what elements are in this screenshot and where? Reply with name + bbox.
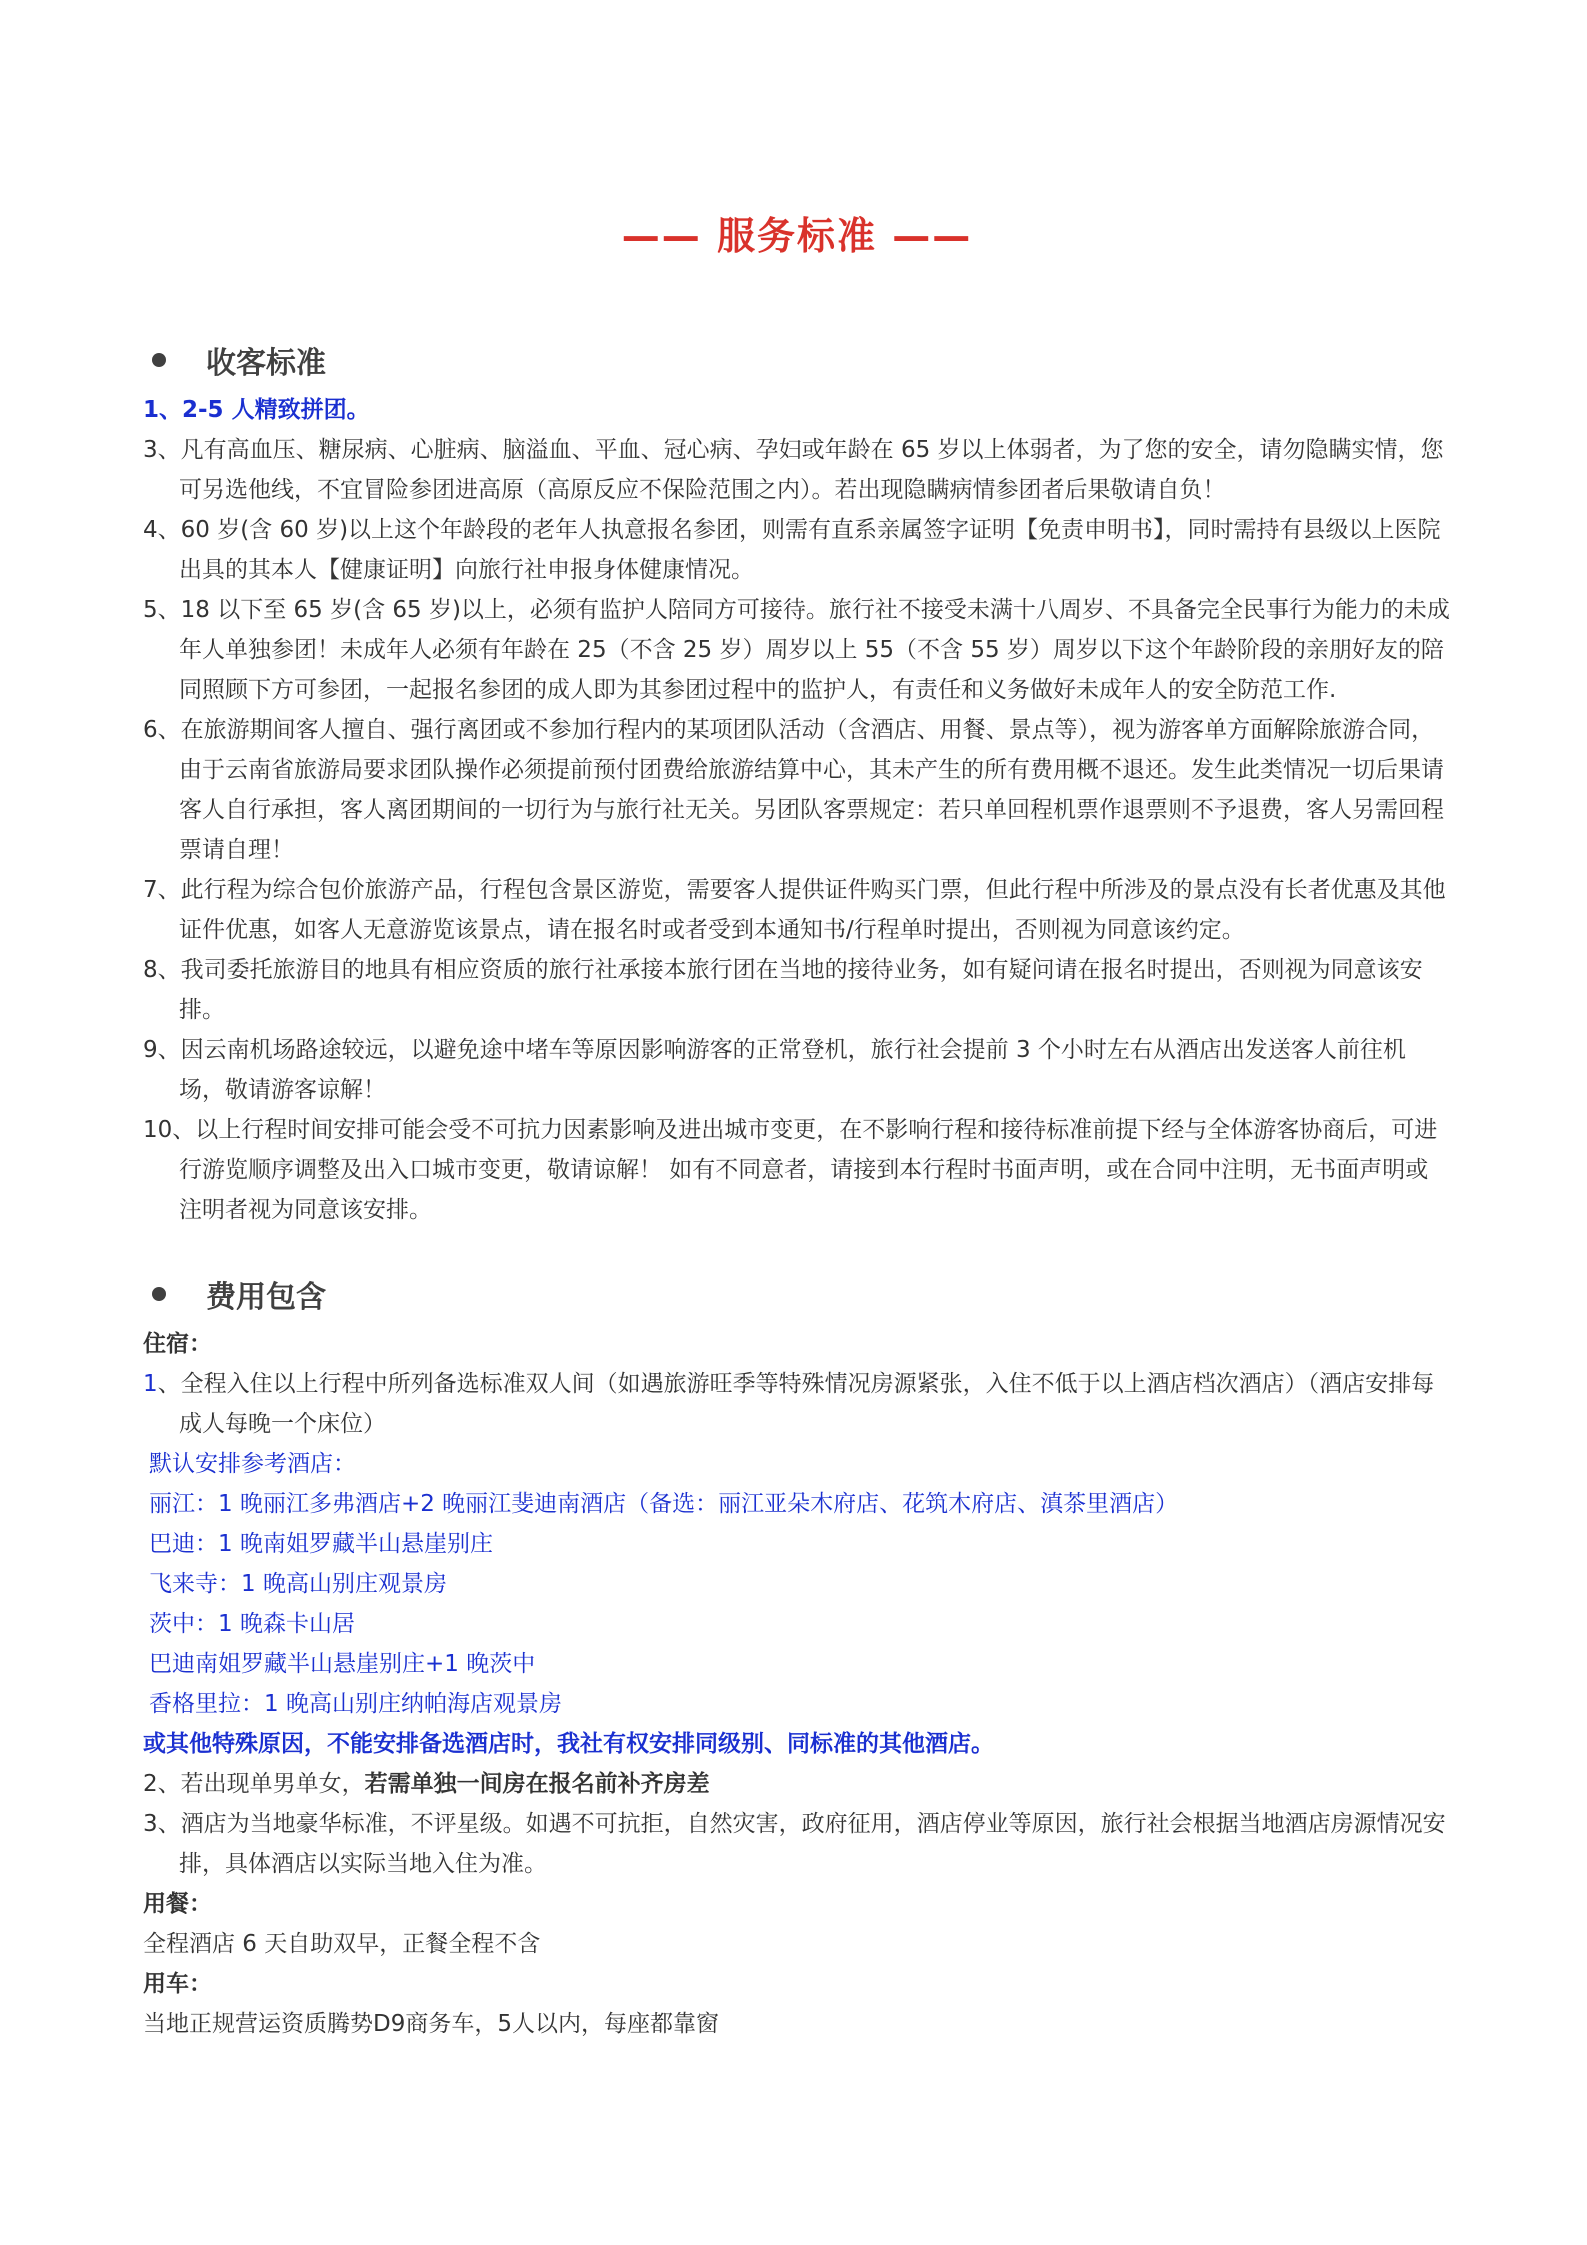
hotel-lijiang: 丽江：1 晚丽江多弗酒店+2 晚丽江斐迪南酒店（备选：丽江亚朵木府店、花筑木府店、滇茶里酒店）	[149, 1491, 1179, 1517]
bullet-dot-icon	[152, 1287, 166, 1301]
intake-item-10: 10、以上行程时间安排可能会受不可抗力因素影响及进出城市变更，在不影响行程和接待标准前提下经与全体游客协商后，可进行游览顺序调整及出入口城市变更，敬请谅解！ 如有不同意者，请接到本行程时书面声明，或在合同中注明，无书面声明或注明者视为同意该安排。	[143, 1117, 1438, 1223]
intake-item-8: 8、我司委托旅游目的地具有相应资质的旅行社承接本旅行团在当地的接待业务，如有疑问请在报名时提出，否则视为同意该安排。	[143, 957, 1423, 1023]
intake-item-6: 6、在旅游期间客人擅自、强行离团或不参加行程内的某项团队活动（含酒店、用餐、景点等），视为游客单方面解除旅游合同，由于云南省旅游局要求团队操作必须提前预付团费给旅游结算中心，其未产生的所有费用概不退还。发生此类情况一切后果请客人自行承担，客人离团期间的一切行为与旅行社无关。另团队客票规定：若只单回程机票作退票则不予退费，客人另需回程票请自理！	[143, 717, 1444, 863]
intake-item-1: 1、2-5 人精致拼团。	[143, 397, 370, 423]
lodging-item-3: 3、酒店为当地豪华标准，不评星级。如遇不可抗拒，自然灾害，政府征用，酒店停业等原因，旅行社会根据当地酒店房源情况安排，具体酒店以实际当地入住为准。	[143, 1811, 1446, 1877]
document-page	[143, 200, 1451, 2044]
intake-item-9: 9、因云南机场路途较远，以避免途中堵车等原因影响游客的正常登机，旅行社会提前 3 个小时左右从酒店出发送客人前往机场，敬请游客谅解！	[143, 1037, 1406, 1103]
included-section	[143, 1264, 1451, 2044]
page-title: —— 服务标准 ——	[621, 214, 973, 258]
included-heading	[143, 1264, 1451, 1324]
intake-item-3: 3、凡有高血压、糖尿病、心脏病、脑溢血、平血、冠心病、孕妇或年龄在 65 岁以上体弱者，为了您的安全，请勿隐瞒实情，您可另选他线，不宜冒险参团进高原（高原反应不保险范围之内）。若出现隐瞒病情参团者后果敬请自负！	[143, 437, 1444, 503]
bullet-dot-icon	[152, 353, 166, 367]
intake-section	[143, 330, 1451, 1230]
intake-item-4: 4、60 岁(含 60 岁)以上这个年龄段的老年人执意报名参团，则需有直系亲属签字证明【免责申明书】，同时需持有县级以上医院出具的其本人【健康证明】向旅行社申报身体健康情况。	[143, 517, 1441, 583]
meals-label: 用餐：	[143, 1891, 212, 1917]
intake-item-5: 5、18 以下至 65 岁(含 65 岁)以上，必须有监护人陪同方可接待。旅行社不接受未满十八周岁、不具备完全民事行为能力的未成年人单独参团！未成年人必须有年龄在 25（不含 25 岁）周岁以上 55（不含 55 岁）周岁以下这个年龄阶段的亲朋好友的陪同照顾下方可参团，一起报名参团的成人即为其参团过程中的监护人，有责任和义务做好未成年人的安全防范工作.	[143, 597, 1450, 703]
car-text: 当地正规营运资质腾势D9商务车，5人以内，每座都靠窗	[143, 2011, 719, 2037]
car-label: 用车：	[143, 1971, 212, 1997]
lodging-item-2-prefix: 2、若出现单男单女，	[143, 1771, 365, 1797]
meals-text: 全程酒店 6 天自助双早，正餐全程不含	[143, 1931, 541, 1957]
hotel-badi: 巴迪：1 晚南姐罗藏半山悬崖别庄	[149, 1531, 493, 1557]
lodging-item-1-text: 、全程入住以上行程中所列备选标准双人间（如遇旅游旺季等特殊情况房源紧张，入住不低于以上酒店档次酒店）（酒店安排每成人每晚一个床位）	[157, 1371, 1435, 1437]
hotel-cizhong: 茨中：1 晚森卡山居	[149, 1611, 355, 1637]
included-heading-text: 费用包含	[206, 1280, 326, 1315]
intake-heading-text: 收客标准	[206, 346, 326, 381]
section-spacer	[143, 1230, 1451, 1264]
lodging-item-1-number: 1	[143, 1371, 158, 1397]
hotel-default-label: 默认安排参考酒店：	[149, 1451, 356, 1477]
lodging-item-2	[143, 1764, 1451, 1804]
lodging-item-2-bold: 若需单独一间房在报名前补齐房差	[364, 1771, 710, 1797]
intake-heading	[143, 330, 1451, 390]
hotel-badi-cizhong: 巴迪南姐罗藏半山悬崖别庄+1 晚茨中	[149, 1651, 536, 1677]
hotel-note: 或其他特殊原因，不能安排备选酒店时，我社有权安排同级别、同标准的其他酒店。	[143, 1731, 994, 1757]
hotel-shangri-la: 香格里拉：1 晚高山别庄纳帕海店观景房	[149, 1691, 562, 1717]
lodging-label: 住宿：	[143, 1331, 212, 1357]
intake-item-7: 7、此行程为综合包价旅游产品，行程包含景区游览，需要客人提供证件购买门票，但此行程中所涉及的景点没有长者优惠及其他证件优惠，如客人无意游览该景点，请在报名时或者受到本通知书/行程单时提出，否则视为同意该约定。	[143, 877, 1446, 943]
hotel-feilaisi: 飞来寺：1 晚高山别庄观景房	[149, 1571, 447, 1597]
lodging-item-1	[143, 1364, 1451, 1444]
